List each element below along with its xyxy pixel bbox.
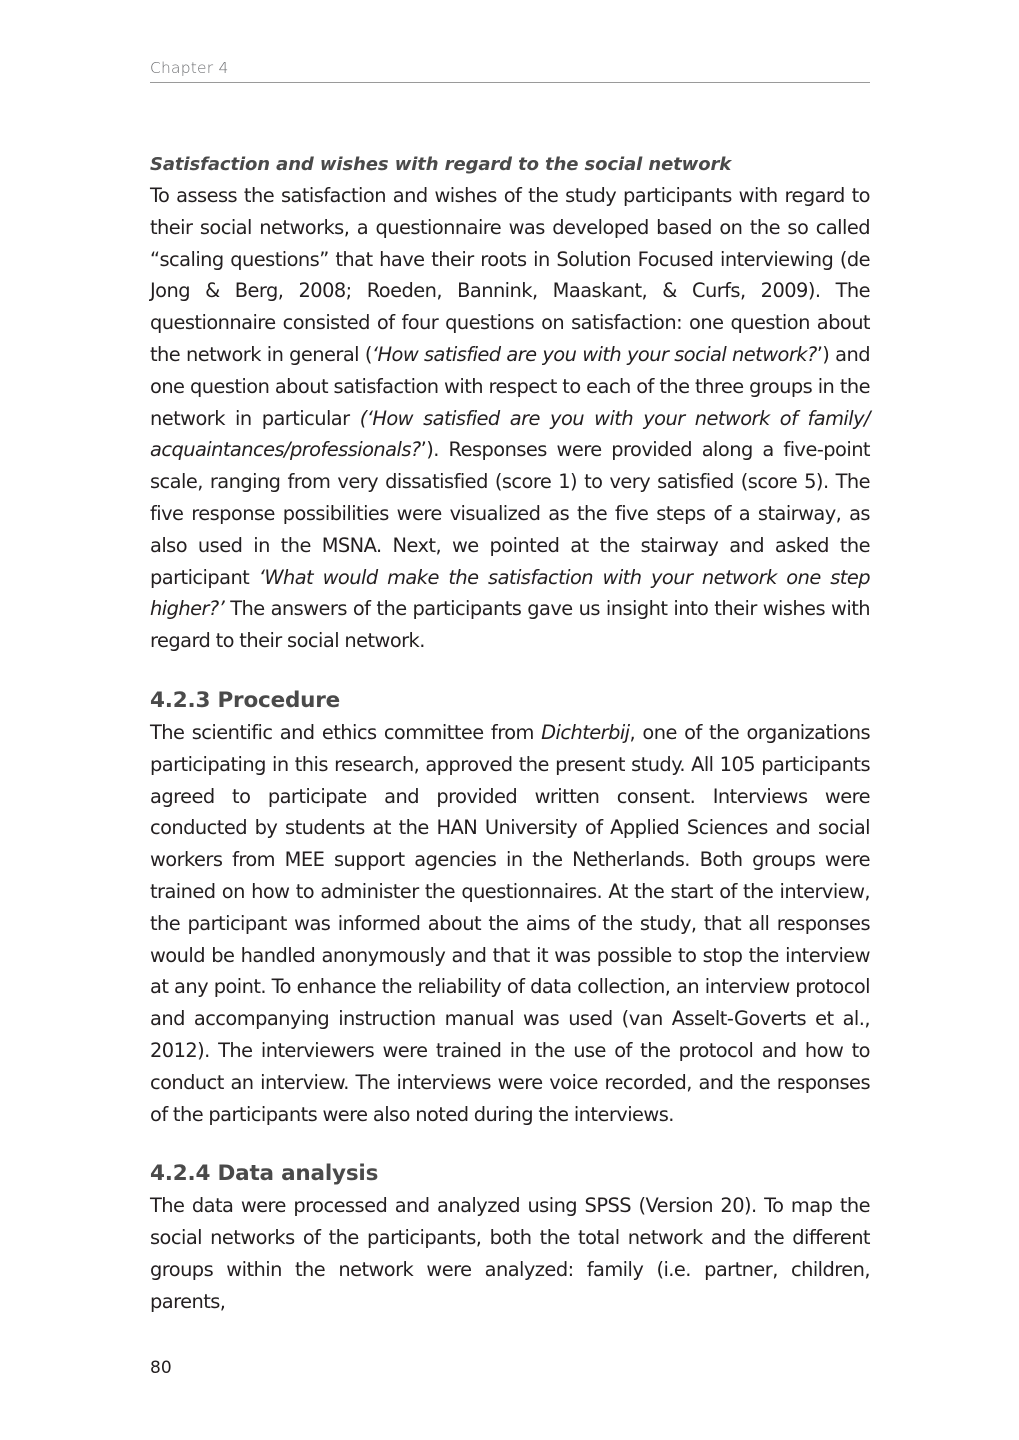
page-number: 80 [150,1358,172,1378]
paragraph-procedure [150,717,870,1130]
text-run: The answers of the participants gave us insight into their wishes with regard to their social network. [150,597,870,653]
quoted-question: ‘What would make the satisfaction with your network one step higher?’ [150,565,870,621]
heading-procedure: 4.2.3 Procedure [150,687,341,713]
section-spacer [150,1130,870,1158]
text-run: To assess the satisfaction and wishes of the study participants with regard to their social networks, a questionnaire was developed based on the so called “scaling questions” that have their roots in Solution Focused interviewing (de Jong & Berg, 2008; Roeden, Bannink, Maaskant, & Curfs, 2009). The questionnaire consisted of four questions on satisfaction: one question about the network in general ( [150,184,870,366]
heading-data-analysis: 4.2.4 Data analysis [150,1161,379,1187]
running-header-title: Chapter 4 [150,59,229,77]
quoted-question: ‘How satisfied are you with your social network? [371,342,817,366]
subheading-satisfaction: Satisfaction and wishes with regard to the social network [150,154,732,175]
page-body [150,150,870,1318]
quoted-question: (‘How satisfied are you with your network of family/ acquaintances/professionals? [150,406,870,462]
text-run: The scientific and ethics committee from [150,720,542,744]
section-spacer [150,657,870,685]
text-run: , one of the organizations participating in this research, approved the present study. All 105 participants agreed to participate and provided written consent. Interviews were conducted by students at the HAN University of Applied Sciences and social workers from MEE support agencies in the Netherlands. Both groups were trained on how to administer the questionnaires. At the start of the interview, the participant was informed about the aims of the study, that all responses would be handled anonymously and that it was possible to stop the interview at any point. To enhance the reliability of data collection, an interview protocol and accompanying instruction manual was used (van Asselt-Goverts et al., 2012). The interviewers were trained in the use of the protocol and how to conduct an interview. The interviews were voice recorded, and the responses of the participants were also noted during the interviews. [150,720,870,1126]
text-run: ’). Responses were provided along a five-point scale, ranging from very dissatisfied (score 1) to very satisfied (score 5). The five response possibilities were visualized as the five steps of a stairway, as also used in the MSNA. Next, we pointed at the stairway and asked the participant [150,438,870,589]
paragraph-data-analysis: The data were processed and analyzed using SPSS (Version 20). To map the social networks of the participants, both the total network and the different groups within the network were analyzed: family (i.e. partner, children, parents, [150,1194,870,1313]
organization-name: Dichterbij [541,720,630,744]
running-header [150,58,870,83]
paragraph-satisfaction [150,180,870,657]
text-run: ’) and one question about satisfaction with respect to each of the three groups in the network in particular [150,342,870,430]
